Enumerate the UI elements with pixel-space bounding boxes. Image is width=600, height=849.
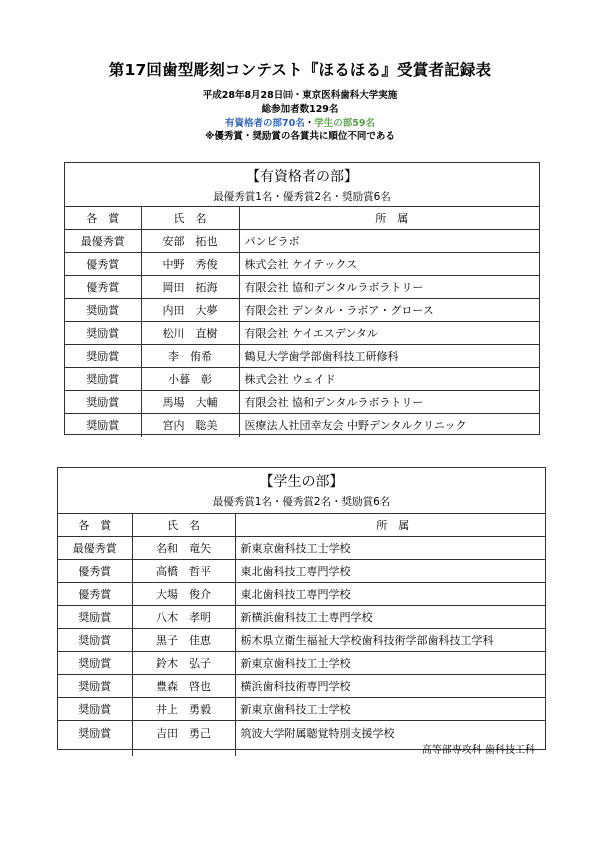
table-row: [65, 299, 539, 322]
table-row: [65, 276, 539, 299]
table-header-row: [58, 514, 545, 537]
affiliation-cell: 栃木県立衛生福祉大学校歯科技術学部歯科技工学科: [235, 629, 545, 652]
affiliation-cell: 有限会社 協和デンタルラボラトリー: [239, 391, 539, 414]
affiliation-cell: 東北歯科技工専門学校: [235, 583, 545, 606]
award-cell: 奨励賞: [65, 368, 141, 391]
affiliation-cell: 株式会社 ウェイド: [239, 368, 539, 391]
award-cell: 奨励賞: [65, 299, 141, 322]
table-row: [58, 698, 545, 721]
name-cell: 豊森 啓也: [132, 675, 235, 698]
qualified-table: [65, 206, 539, 437]
table-row: [65, 345, 539, 368]
breakdown-separator: ・: [304, 118, 315, 129]
name-cell: 吉田 勇己: [132, 721, 235, 756]
award-cell: 優秀賞: [65, 276, 141, 299]
table-row: [58, 606, 545, 629]
affiliation-cell: 有限会社 デンタル・ラボア・グロース: [239, 299, 539, 322]
participant-breakdown: [0, 115, 600, 129]
table-row: [58, 675, 545, 698]
affiliation-cell: 横浜歯科技術専門学校: [235, 675, 545, 698]
qualified-section-subtitle: 最優秀賞1名・優秀賞2名・奨励賞6名: [213, 191, 391, 203]
affiliation-cell: 新東京歯科技工士学校: [235, 698, 545, 721]
name-header: 氏 名: [132, 514, 235, 537]
affiliation-cell: 新東京歯科技工士学校: [235, 652, 545, 675]
name-cell: 馬場 大輔: [141, 391, 239, 414]
affiliation-cell: 株式会社 ケイテックス: [239, 253, 539, 276]
award-cell: 奨励賞: [65, 322, 141, 345]
name-cell: 岡田 拓海: [141, 276, 239, 299]
table-row: [65, 414, 539, 437]
award-cell: 奨励賞: [65, 391, 141, 414]
table-header-row: [65, 207, 539, 230]
affiliation-cell: 鶴見大学歯学部歯科技工研修科: [239, 345, 539, 368]
event-date-line: 平成28年8月28日㈰・東京医科歯科大学実施: [202, 90, 398, 101]
affiliation-cell: 有限会社 ケイエスデンタル: [239, 322, 539, 345]
qualified-section-title: 【有資格者の部】: [246, 169, 358, 185]
award-cell: 最優秀賞: [65, 230, 141, 253]
award-cell: 奨励賞: [65, 414, 141, 437]
student-section-title: 【学生の部】: [259, 474, 344, 490]
award-cell: 奨励賞: [58, 629, 132, 652]
affiliation-cell: 新東京歯科技工士学校: [235, 537, 545, 560]
award-cell: 奨励賞: [58, 675, 132, 698]
name-cell: 黒子 佳恵: [132, 629, 235, 652]
student-section: [57, 467, 546, 756]
table-row: [65, 253, 539, 276]
name-cell: 内田 大夢: [141, 299, 239, 322]
ranking-note: ※優秀賞・奨励賞の各賞共に順位不同である: [205, 131, 395, 142]
name-cell: 井上 勇毅: [132, 698, 235, 721]
name-cell: 小暮 彰: [141, 368, 239, 391]
table-row: [65, 322, 539, 345]
name-cell: 大場 俊介: [132, 583, 235, 606]
affiliation-header: 所 属: [239, 207, 539, 230]
affiliation-note: 高等部専攻科 歯科技工科: [421, 745, 535, 756]
award-cell: 奨励賞: [65, 345, 141, 368]
table-row: [58, 537, 545, 560]
award-cell: 優秀賞: [58, 560, 132, 583]
name-cell: 名和 竜矢: [132, 537, 235, 560]
award-cell: 奨励賞: [58, 698, 132, 721]
name-cell: 宮内 聡美: [141, 414, 239, 437]
qualified-section: [64, 162, 540, 435]
name-header: 氏 名: [141, 207, 239, 230]
name-cell: 八木 孝明: [132, 606, 235, 629]
name-cell: 中野 秀俊: [141, 253, 239, 276]
affiliation-cell: 有限会社 協和デンタルラボラトリー: [239, 276, 539, 299]
affiliation-header: 所 属: [235, 514, 545, 537]
student-count: 学生の部59名: [314, 118, 375, 129]
award-cell: 優秀賞: [58, 583, 132, 606]
table-row: [65, 230, 539, 253]
award-header: 各 賞: [65, 207, 141, 230]
table-row: [58, 652, 545, 675]
award-cell: 奨励賞: [58, 606, 132, 629]
affiliation-cell: パンビラボ: [239, 230, 539, 253]
award-cell: 優秀賞: [65, 253, 141, 276]
award-header: 各 賞: [58, 514, 132, 537]
table-row: [58, 583, 545, 606]
name-cell: 李 侑希: [141, 345, 239, 368]
name-cell: 安部 拓也: [141, 230, 239, 253]
affiliation-cell: 医療法人社団幸友会 中野デンタルクリニック: [239, 414, 539, 437]
qualified-count: 有資格者の部70名: [225, 118, 305, 129]
affiliation-cell: 筑波大学附属聴覚特別支援学校 高等部専攻科 歯科技工科: [235, 721, 545, 756]
table-row: [65, 391, 539, 414]
award-cell: 最優秀賞: [58, 537, 132, 560]
affiliation-cell: 新横浜歯科技工士専門学校: [235, 606, 545, 629]
award-cell: 奨励賞: [58, 652, 132, 675]
award-cell: 奨励賞: [58, 721, 132, 756]
table-row: [58, 721, 545, 756]
table-row: [58, 560, 545, 583]
name-cell: 鈴木 弘子: [132, 652, 235, 675]
student-section-subtitle: 最優秀賞1名・優秀賞2名・奨励賞6名: [212, 496, 391, 508]
table-row: [58, 629, 545, 652]
total-participants: 総参加者数129名: [261, 104, 339, 115]
name-cell: 高橋 哲平: [132, 560, 235, 583]
name-cell: 松川 直樹: [141, 322, 239, 345]
affiliation-cell: 東北歯科技工専門学校: [235, 560, 545, 583]
student-table: [58, 513, 545, 756]
page-title: 第17回歯型彫刻コンテスト『ほるほる』受賞者記録表: [108, 61, 492, 79]
table-row: [65, 368, 539, 391]
